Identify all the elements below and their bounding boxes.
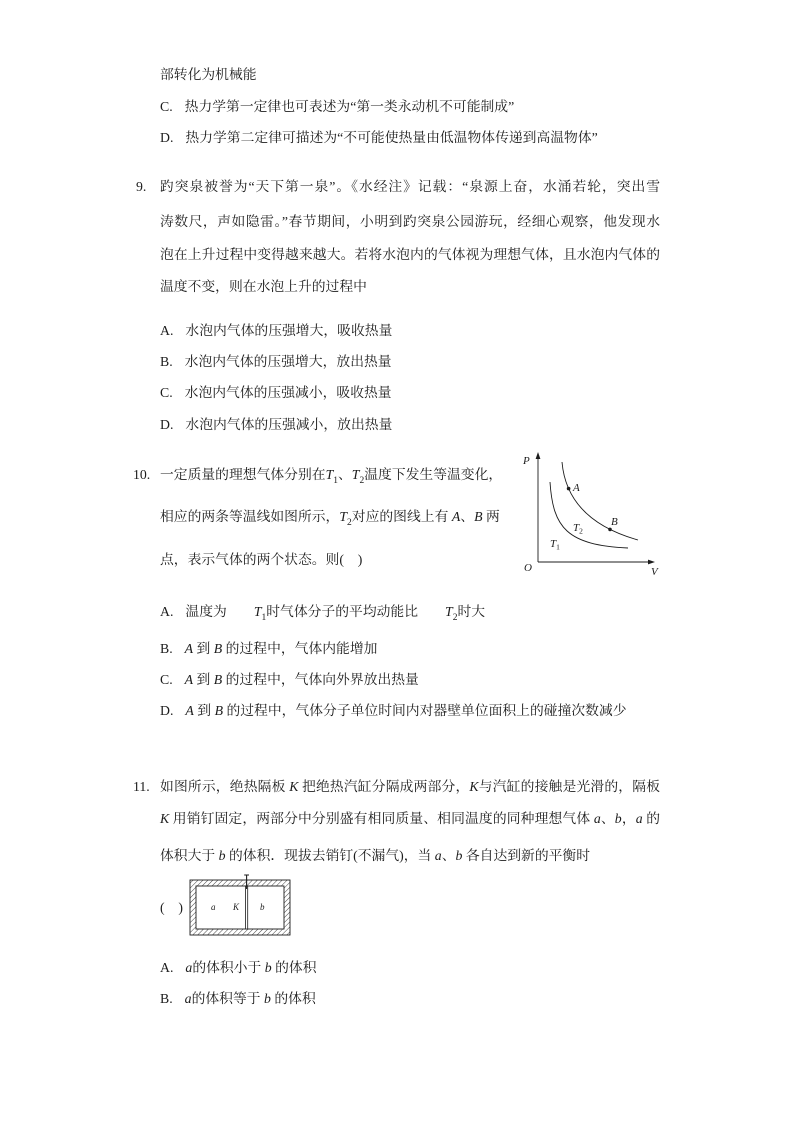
variable-symbol: A xyxy=(184,672,194,687)
math-variable xyxy=(474,509,482,524)
variable-symbol: b xyxy=(264,960,272,975)
math-variable xyxy=(289,779,298,794)
text-segment: 涛数尺，声如隐雷。”春节期间，小明到趵突泉公园游玩，经细心观察，他发现水 xyxy=(160,214,660,229)
variable-symbol: T xyxy=(325,467,334,482)
q10-option-a xyxy=(160,602,485,622)
text-segment: 时大 xyxy=(457,604,486,619)
text-segment: 水泡内气体的压强减小，吸收热量 xyxy=(184,385,392,400)
text-segment: 温度下发生等温变化， xyxy=(364,467,503,482)
text-segment: 点，表示气体的两个状态。则( ) xyxy=(160,552,363,567)
option-label: C. xyxy=(160,385,173,400)
question-number: 10. xyxy=(133,467,151,482)
question-stem-line xyxy=(160,212,660,232)
variable-symbol: a xyxy=(635,811,643,826)
question-stem-line xyxy=(160,846,590,866)
q8-option-c xyxy=(160,97,514,117)
variable-symbol: a xyxy=(185,960,193,975)
option-label: D. xyxy=(160,417,174,432)
text-segment: 热力学第二定律可描述为“不可能使热量由低温物体传递到高温物体” xyxy=(185,130,598,145)
option-text xyxy=(185,99,515,114)
option-text xyxy=(185,323,392,338)
math-variable xyxy=(264,991,271,1006)
variable-symbol: T xyxy=(445,604,453,619)
text-segment: 的体积小于 xyxy=(192,960,265,975)
text-segment: 的 xyxy=(642,811,661,826)
q9-option-a xyxy=(160,321,392,341)
cylinder-chamber xyxy=(196,886,284,929)
math-variable xyxy=(185,703,193,718)
pressure-axis-arrow xyxy=(536,452,541,459)
isotherm-graph xyxy=(515,450,665,580)
text-segment: 用销钉固定，两部分中分别盛有相同质量、相同温度的同种理想气体 xyxy=(169,811,594,826)
isotherm-t1-curve xyxy=(550,482,628,548)
math-variable xyxy=(594,811,601,826)
text-segment: 到 xyxy=(193,672,214,687)
text-segment: 到 xyxy=(193,641,214,656)
option-label: B. xyxy=(160,991,173,1006)
variable-symbol: K xyxy=(289,779,299,794)
q11-option-b xyxy=(160,989,316,1009)
curve-t2-label xyxy=(573,522,583,536)
variable-subscript: 2 xyxy=(359,475,365,486)
gas-b-label: b xyxy=(260,902,265,912)
text-segment: 、 xyxy=(338,467,352,482)
q10-option-c xyxy=(160,670,419,690)
text-segment: 温度不变，则在水泡上升的过程中 xyxy=(160,279,367,294)
variable-subscript: 1 xyxy=(261,612,267,623)
option-text xyxy=(185,354,392,369)
math-variable xyxy=(325,467,338,486)
variable-symbol: T xyxy=(351,467,360,482)
curve-t1-label xyxy=(550,538,560,552)
variable-symbol: a xyxy=(593,811,601,826)
text-segment: ， xyxy=(621,811,636,826)
option-label: C. xyxy=(160,99,173,114)
question-stem-line xyxy=(160,277,367,297)
option-label: B. xyxy=(160,641,173,656)
math-variable xyxy=(214,641,222,656)
text-segment: 各自达到新的平衡时 xyxy=(462,848,591,863)
text-segment: 如图所示，绝热隔板 xyxy=(160,779,290,794)
math-variable xyxy=(265,960,272,975)
option-label: B. xyxy=(160,354,173,369)
math-variable xyxy=(185,641,193,656)
variable-symbol: a xyxy=(184,991,192,1006)
math-variable xyxy=(214,672,222,687)
question-stem-line xyxy=(160,809,660,829)
variable-symbol: T xyxy=(253,604,262,619)
origin-label: O xyxy=(524,562,532,574)
question-stem-line xyxy=(160,65,257,85)
text-segment: 的过程中，气体内能增加 xyxy=(222,641,378,656)
variable-symbol: b xyxy=(218,848,226,863)
option-text xyxy=(185,991,316,1006)
text-segment: 把绝热汽缸分隔成两部分， xyxy=(298,779,470,794)
option-label: C. xyxy=(160,672,173,687)
option-text xyxy=(185,385,392,400)
variable-subscript: 1 xyxy=(333,475,338,486)
text-segment: 水泡内气体的压强增大，吸收热量 xyxy=(185,323,393,338)
option-label: A. xyxy=(160,960,174,975)
text-segment: 到 xyxy=(193,703,215,718)
variable-symbol: T xyxy=(339,509,348,524)
variable-symbol: A xyxy=(451,509,461,524)
text-segment: 水泡内气体的压强减小，放出热量 xyxy=(185,417,393,432)
option-text xyxy=(185,641,378,656)
variable-symbol: b xyxy=(455,848,463,863)
curve-subscript: 1 xyxy=(556,542,560,552)
text-segment: 与汽缸的接触是光滑的，隔板 xyxy=(478,779,661,794)
axis-label-p: P xyxy=(523,455,530,467)
question-number: 9. xyxy=(136,179,147,194)
text-segment: 的体积 xyxy=(270,991,316,1006)
curve-symbol: T xyxy=(573,522,580,534)
variable-symbol: B xyxy=(214,703,223,718)
question-stem-line xyxy=(160,245,660,265)
variable-symbol: K xyxy=(469,779,479,794)
text-segment: 热力学第一定律也可表述为“第一类永动机不可能制成” xyxy=(184,99,515,114)
volume-axis-arrow xyxy=(648,560,655,565)
option-text xyxy=(185,672,419,687)
text-segment: 、 xyxy=(460,509,475,524)
text-segment: 趵突泉被誉为“天下第一泉”。《水经注》记载：“泉源上奋，水涌若轮，突出雪 xyxy=(160,179,660,194)
option-text xyxy=(185,130,597,145)
math-variable xyxy=(185,991,192,1006)
math-variable xyxy=(435,848,442,863)
variable-symbol: B xyxy=(474,509,483,524)
text-segment: 体积大于 xyxy=(160,848,219,863)
math-variable xyxy=(215,703,223,718)
math-variable xyxy=(351,467,365,486)
curve-symbol: T xyxy=(550,538,557,550)
option-label: D. xyxy=(160,130,174,145)
text-segment: 两 xyxy=(482,509,500,524)
curve-subscript: 2 xyxy=(579,526,583,536)
math-variable xyxy=(339,509,352,528)
variable-symbol: K xyxy=(160,811,170,826)
q10-option-b xyxy=(160,639,377,659)
text-segment: 的体积．现拔去销钉(不漏气)，当 xyxy=(225,848,435,863)
state-point-b xyxy=(608,528,612,532)
math-variable xyxy=(615,811,622,826)
q11-option-a xyxy=(160,958,317,978)
variable-symbol: B xyxy=(213,672,223,687)
option-text xyxy=(185,703,626,718)
option-text xyxy=(185,417,392,432)
text-segment: ( ) xyxy=(160,900,183,915)
question-stem-line xyxy=(160,177,660,197)
math-variable xyxy=(452,509,460,524)
state-point-a xyxy=(567,487,571,491)
text-segment: 、 xyxy=(600,811,615,826)
partition-k-label: K xyxy=(233,902,240,912)
cylinder-diagram xyxy=(186,872,296,940)
math-variable xyxy=(219,848,226,863)
text-segment: 的过程中，气体分子单位时间内对器壁单位面积上的碰撞次数减少 xyxy=(223,703,627,718)
q9-option-b xyxy=(160,352,392,372)
math-variable xyxy=(160,811,169,826)
variable-symbol: A xyxy=(185,703,194,718)
question-number: 11. xyxy=(133,779,150,794)
q9-option-d xyxy=(160,415,392,435)
text-segment: 部转化为机械能 xyxy=(160,67,257,82)
variable-subscript: 2 xyxy=(452,612,458,623)
variable-symbol: A xyxy=(184,641,194,656)
math-variable xyxy=(445,604,458,623)
text-segment: 水泡内气体的压强增大，放出热量 xyxy=(184,354,392,369)
text-segment: 、 xyxy=(441,848,456,863)
axis-label-v: V xyxy=(651,566,658,578)
option-label: A. xyxy=(160,604,174,619)
math-variable xyxy=(469,779,478,794)
math-variable xyxy=(253,604,267,623)
text-segment: 温度为 xyxy=(185,604,227,619)
text-segment: 的过程中，气体向外界放出热量 xyxy=(222,672,419,687)
question-stem-line xyxy=(160,777,660,797)
question-stem-line xyxy=(160,550,362,570)
variable-symbol: B xyxy=(213,641,223,656)
text-segment: 时气体分子的平均动能比 xyxy=(266,604,419,619)
partition-k xyxy=(246,886,248,929)
math-variable xyxy=(636,811,643,826)
text-segment: 相应的两条等温线如图所示， xyxy=(160,509,340,524)
option-label: D. xyxy=(160,703,174,718)
option-label: A. xyxy=(160,323,174,338)
option-text xyxy=(185,960,316,975)
q8-option-d xyxy=(160,128,598,148)
question-stem-line xyxy=(160,465,502,485)
variable-symbol: a xyxy=(434,848,442,863)
gas-a-label: a xyxy=(211,902,216,912)
variable-symbol: b xyxy=(264,991,271,1006)
variable-subscript: 2 xyxy=(347,517,352,528)
q9-option-c xyxy=(160,383,392,403)
text-segment: 的体积 xyxy=(271,960,317,975)
variable-symbol: b xyxy=(614,811,622,826)
math-variable xyxy=(185,672,193,687)
option-text xyxy=(185,604,486,623)
point-b-label: B xyxy=(611,516,618,528)
point-a-label: A xyxy=(573,482,580,494)
answer-blank xyxy=(160,898,183,918)
text-segment: 对应的图线上有 xyxy=(351,509,452,524)
q10-option-d xyxy=(160,701,627,721)
text-segment: 的体积等于 xyxy=(191,991,264,1006)
text-segment: 泡在上升过程中变得越来越大。若将水泡内的气体视为理想气体，且水泡内气体的 xyxy=(160,247,660,262)
question-stem-line xyxy=(160,507,500,527)
text-segment: 一定质量的理想气体分别在 xyxy=(160,467,326,482)
